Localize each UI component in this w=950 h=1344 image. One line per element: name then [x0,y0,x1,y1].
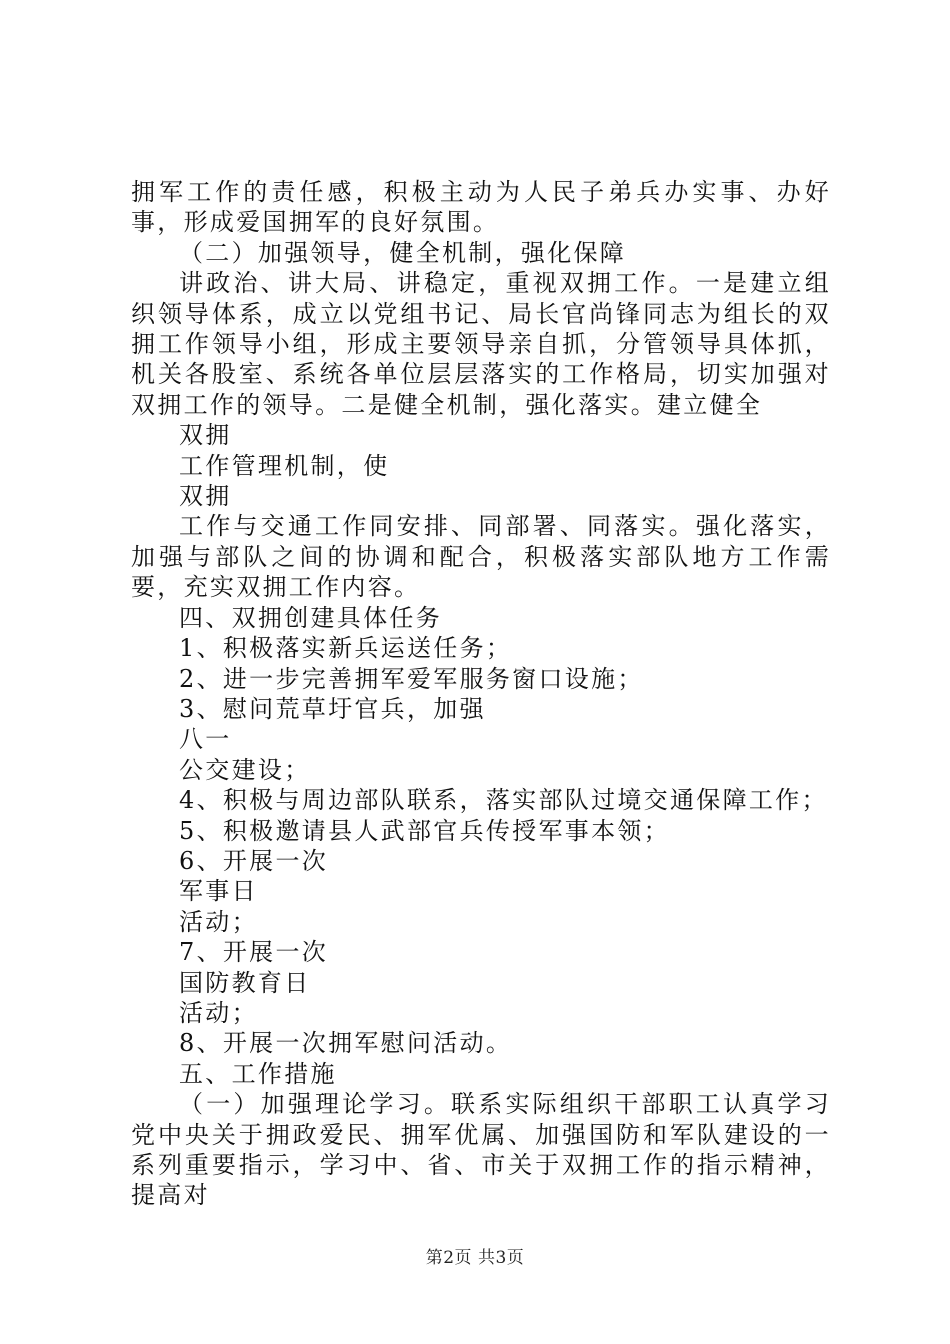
body-paragraph: 5、积极邀请县人武部官兵传授军事本领； [179,816,670,845]
body-paragraph: 公交建设； [179,755,311,784]
body-paragraph: 3、慰问荒草圩官兵，加强 [179,694,486,723]
body-paragraph: 6、开展一次 [179,846,329,875]
body-paragraph: 1、积极落实新兵运送任务； [179,634,513,663]
body-paragraph: 7、开展一次 [179,938,329,967]
body-paragraph: 军事日 [179,877,258,906]
body-paragraph: 活动； [179,907,258,936]
body-paragraph: 双拥 [179,482,232,511]
body-paragraph: 双拥 [179,421,232,450]
body-paragraph: （二）加强领导，健全机制，强化保障 [179,238,627,267]
body-paragraph: 拥军工作的责任感，积极主动为人民子弟兵办实事、办好事，形成爱国拥军的良好氛围。 [131,178,831,237]
body-paragraph: 四、双拥创建具体任务 [179,603,442,632]
body-paragraph: 国防教育日 [179,968,311,997]
body-paragraph: 4、积极与周边部队联系，落实部队过境交通保障工作； [179,786,828,815]
body-paragraph: 2、进一步完善拥军爱军服务窗口设施； [179,664,644,693]
body-paragraph: 活动； [179,998,258,1027]
body-paragraph: 五、工作措施 [179,1059,337,1088]
body-paragraph: 讲政治、讲大局、讲稳定，重视双拥工作。一是建立组织领导体系，成立以党组书记、局长官尚锋同志为组长的双拥工作领导小组，形成主要领导亲自抓，分管领导具体抓，机关各股室、系统各单位层层落实的工作格局，切实加强对双拥工作的领导。二是健全机制，强化落实。建立健全 [131,269,831,419]
body-paragraph: （一）加强理论学习。联系实际组织干部职工认真学习党中央关于拥政爱民、拥军优属、加强国防和军队建设的一系列重要指示，学习中、省、市关于双拥工作的指示精神，提高对 [131,1090,831,1210]
body-paragraph: 八一 [179,725,232,754]
document-body [131,177,831,1211]
body-paragraph: 工作与交通工作同安排、同部署、同落实。强化落实，加强与部队之间的协调和配合，积极落实部队地方工作需要，充实双拥工作内容。 [131,512,831,602]
body-paragraph: 8、开展一次拥军慰问活动。 [179,1029,513,1058]
page-footer: 第2页 共3页 [425,1248,525,1268]
body-paragraph: 工作管理机制，使 [179,451,390,480]
